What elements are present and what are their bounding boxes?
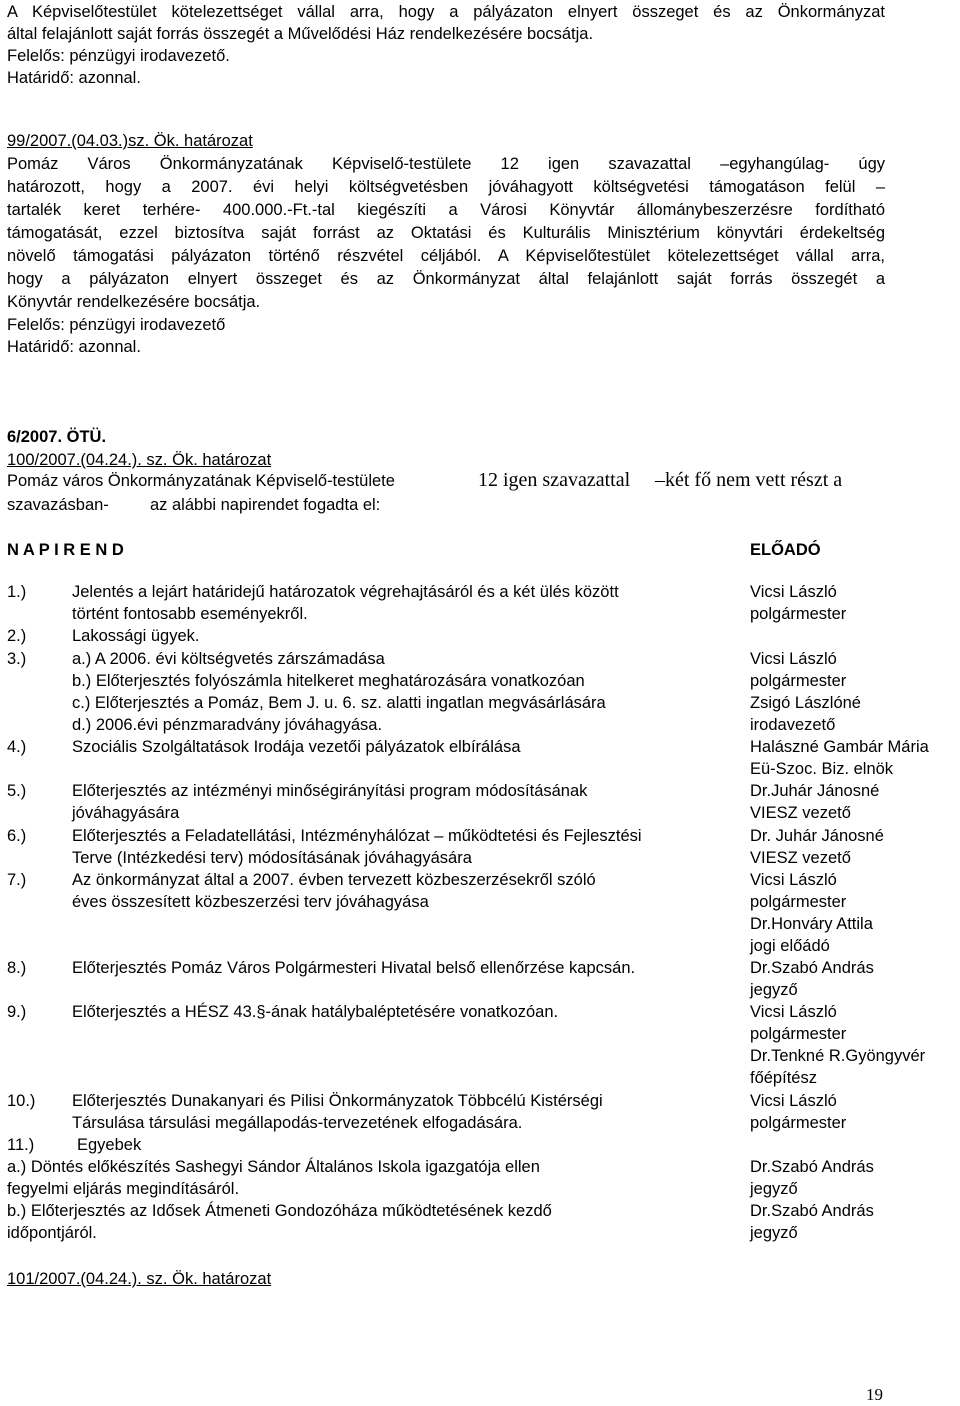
agenda-sub-item-text: b.) Előterjesztés az Idősek Átmeneti Gondozóháza működtetésének kezdő (7, 1202, 552, 1220)
agenda-presenter: Dr.Honváry Attila (750, 915, 873, 933)
agenda-item-text: éves összesített közbeszerzési terv jóváhagyása (72, 893, 429, 911)
agenda-item-number: 10.) (7, 1092, 36, 1110)
agenda-item-text: a.) A 2006. évi költségvetés zárszámadása (72, 650, 385, 668)
agenda-header: N A P I R E N D (7, 541, 124, 559)
intro-line-1: A Képviselőtestület kötelezettséget vállal arra, hogy a pályázaton elnyert összeget és az Önkormányzat (7, 3, 885, 21)
agenda-presenter: polgármester (750, 605, 847, 623)
resolution-99-title: 99/2007.(04.03.)sz. Ök. határozat (7, 132, 253, 150)
agenda-presenter: Dr.Szabó András (750, 959, 874, 977)
agenda-item-text: Előterjesztés a HÉSZ 43.§-ának hatálybaléptetésére vonatkozóan. (72, 1003, 559, 1021)
agenda-presenter: Vicsi László (750, 1092, 837, 1110)
intro-responsible: Felelős: pénzügyi irodavezető. (7, 47, 230, 65)
agenda-item-number: 5.) (7, 782, 27, 800)
intro-line-2: által felajánlott saját forrás összegét a Művelődési Ház rendelkezésére bocsátja. (7, 25, 594, 43)
resolution-99-deadline: Határidő: azonnal. (7, 338, 141, 356)
agenda-item-text: Szociális Szolgáltatások Irodája vezetői pályázatok elbírálása (72, 738, 521, 756)
agenda-item-text: Lakossági ügyek. (72, 627, 200, 645)
agenda-sub-item-text: időpontjáról. (7, 1224, 97, 1242)
agenda-item-text: Előterjesztés Dunakanyari és Pilisi Önkormányzatok Többcélú Kistérségi (72, 1092, 603, 1110)
resolution-101-title: 101/2007.(04.24.). sz. Ök. határozat (7, 1270, 272, 1288)
agenda-item-text: c.) Előterjesztés a Pomáz, Bem J. u. 6. sz. alatti ingatlan megvásárlására (72, 694, 606, 712)
agenda-presenter: polgármester (750, 672, 847, 690)
agenda-presenter: polgármester (750, 1025, 847, 1043)
agenda-item-text: Jelentés a lejárt határidejű határozatok végrehajtásáról és a két ülés között (72, 583, 619, 601)
agenda-presenter: irodavezető (750, 716, 836, 734)
agenda-presenter: Dr.Szabó András (750, 1202, 874, 1220)
agenda-presenter: Vicsi László (750, 650, 837, 668)
resolution-99-line-5: növelő támogatási pályázaton történő részvétel céljából. A Képviselőtestület kötelezettséget vállal arra, (7, 247, 885, 265)
agenda-sub-item-text: a.) Döntés előkészítés Sashegyi Sándor Általános Iskola igazgatója ellen (7, 1158, 540, 1176)
agenda-presenter: Eü-Szoc. Biz. elnök (750, 760, 894, 778)
agenda-item-number: 8.) (7, 959, 27, 977)
agenda-item-text: Előterjesztés a Feladatellátási, Intézményhálózat – működtetési és Fejlesztési (72, 827, 642, 845)
agenda-item-text: jóváhagyására (72, 804, 180, 822)
agenda-presenter: polgármester (750, 1114, 847, 1132)
agenda-item-number: 1.) (7, 583, 27, 601)
agenda-presenter: Vicsi László (750, 1003, 837, 1021)
agenda-item-text: b.) Előterjesztés folyószámla hitelkeret meghatározására vonatkozóan (72, 672, 585, 690)
agenda-presenter: Dr. Juhár Jánosné (750, 827, 884, 845)
agenda-item-number: 2.) (7, 627, 27, 645)
agenda-presenter: Zsigó Lászlóné (750, 694, 861, 712)
intro-deadline: Határidő: azonnal. (7, 69, 141, 87)
agenda-item-number: 4.) (7, 738, 27, 756)
resolution-99-responsible: Felelős: pénzügyi irodavezető (7, 316, 226, 334)
agenda-item-number: 11.) (7, 1136, 35, 1154)
agenda-presenter: jegyző (750, 981, 798, 999)
otu-heading: 6/2007. ÖTÜ. (7, 428, 107, 446)
resolution-99-line-2: határozott, hogy a 2007. évi helyi költségvetésben jóváhagyott költségvetési támogatáson felül – (7, 178, 885, 196)
resolution-99-line-3: tartalék keret terhére- 400.000.-Ft.-tal kiegészíti a Városi Könyvtár állománybeszerzésre fordítható (7, 201, 885, 219)
resolution-99-line-1: Pomáz Város Önkormányzatának Képviselő-testülete 12 igen szavazattal –egyhangúlag- úgy (7, 155, 885, 173)
agenda-presenter: Vicsi László (750, 583, 837, 601)
agenda-presenter: főépítész (750, 1069, 817, 1087)
agenda-item-text: történt fontosabb eseményekről. (72, 605, 308, 623)
agenda-presenter: polgármester (750, 893, 847, 911)
agenda-presenter: VIESZ vezető (750, 849, 851, 867)
agenda-presenter: jegyző (750, 1180, 798, 1198)
agenda-item-text: Terve (Intézkedési terv) módosításának jóváhagyására (72, 849, 472, 867)
page-number: 19 (866, 1385, 883, 1404)
resolution-99-line-4: támogatását, ezzel biztosítva saját forrást az Oktatási és Kulturális Minisztérium könyvtári érdekeltség (7, 224, 885, 242)
vote-part-c: –két fő nem vett részt a (655, 469, 843, 491)
agenda-item-number: 7.) (7, 871, 27, 889)
agenda-item-text: Társulása társulási megállapodás-tervezetének elfogadására. (72, 1114, 523, 1132)
agenda-item-text: Az önkormányzat által a 2007. évben tervezett közbeszerzésekről szóló (72, 871, 596, 889)
agenda-presenter: Vicsi László (750, 871, 837, 889)
agenda-item-text: d.) 2006.évi pénzmaradvány jóváhagyása. (72, 716, 383, 734)
vote-part-b: 12 igen szavazattal (478, 469, 631, 491)
agenda-item-text: Előterjesztés az intézményi minőségirányítási program módosításának (72, 782, 588, 800)
agenda-presenter: Dr.Juhár Jánosné (750, 782, 880, 800)
agenda-presenter: Halászné Gambár Mária (750, 738, 929, 756)
vote-part-a: Pomáz város Önkormányzatának Képviselő-testülete (7, 472, 395, 490)
vote-part-d: szavazásban- (7, 496, 109, 514)
agenda-presenter: Dr.Szabó András (750, 1158, 874, 1176)
agenda-item-number: 3.) (7, 650, 27, 668)
resolution-99-line-7: Könyvtár rendelkezésére bocsátja. (7, 293, 261, 311)
agenda-item-number: 9.) (7, 1003, 27, 1021)
agenda-presenter: Dr.Tenkné R.Gyöngyvér (750, 1047, 926, 1065)
agenda-sub-item-text: fegyelmi eljárás megindításáról. (7, 1180, 240, 1198)
agenda-presenter: jegyző (750, 1224, 798, 1242)
vote-part-e: az alábbi napirendet fogadta el: (150, 496, 381, 514)
agenda-presenter: VIESZ vezető (750, 804, 851, 822)
agenda-item-text: Előterjesztés Pomáz Város Polgármesteri Hivatal belső ellenőrzése kapcsán. (72, 959, 636, 977)
presenter-header: ELŐADÓ (750, 541, 821, 559)
resolution-99-line-6: hogy a pályázaton elnyert összeget és az Önkormányzat által felajánlott saját forrás összegét a (7, 270, 885, 288)
agenda-item-text: Egyebek (77, 1136, 142, 1154)
resolution-100-title: 100/2007.(04.24.). sz. Ök. határozat (7, 451, 272, 469)
agenda-item-number: 6.) (7, 827, 27, 845)
agenda-presenter: jogi előádó (750, 937, 830, 955)
